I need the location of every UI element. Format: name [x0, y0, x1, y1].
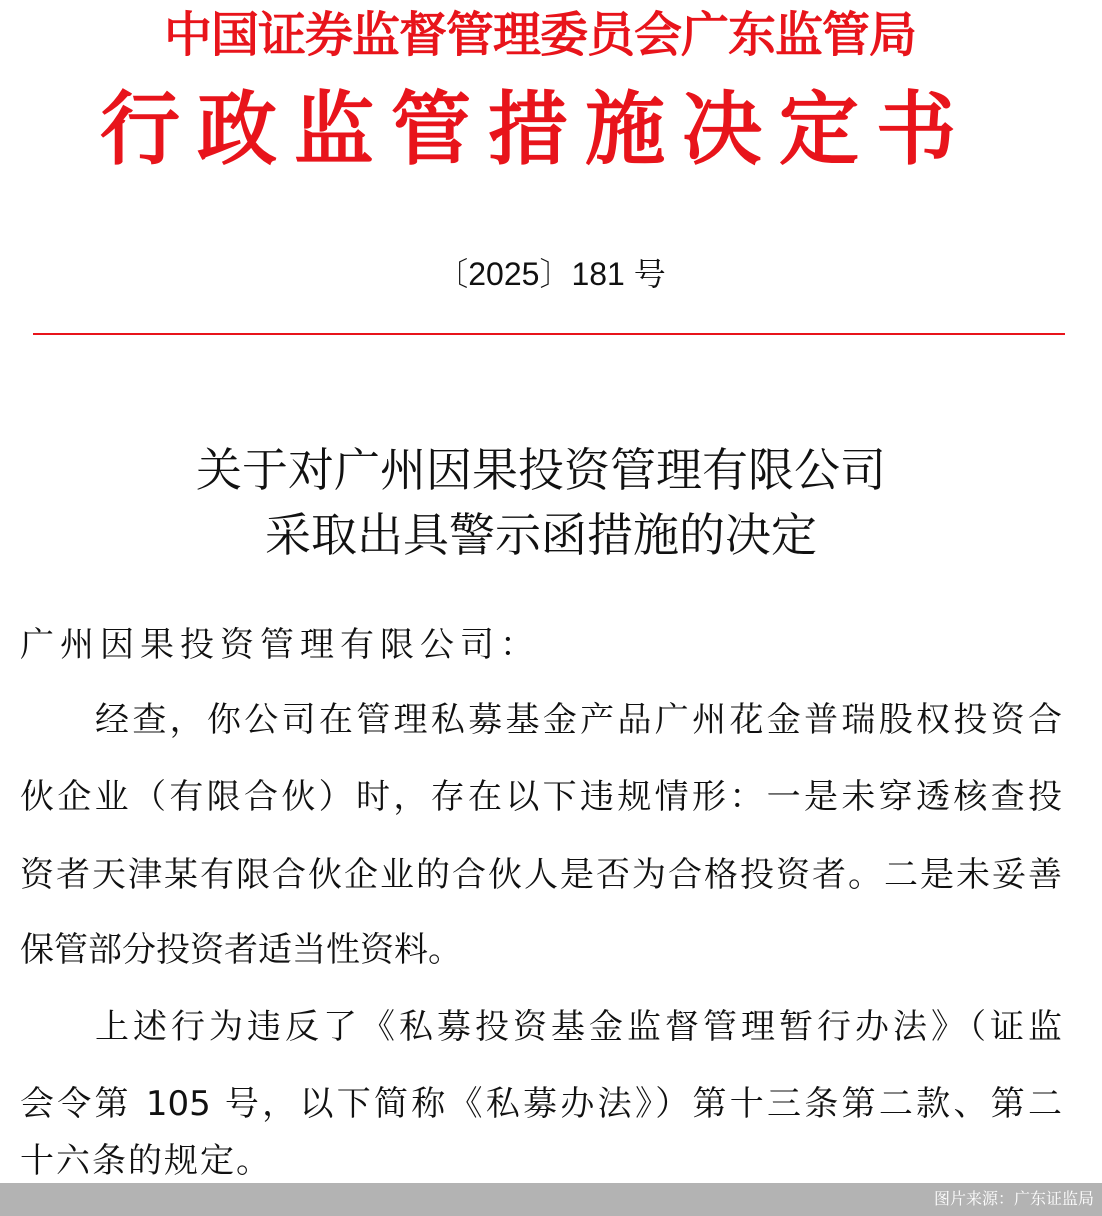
- image-source-caption: 图片来源：广东证监局: [933, 1189, 1094, 1208]
- paragraph-1-line: 保管部分投资者适当性资料。: [20, 930, 462, 970]
- paragraph-1-line: 经查，你公司在管理私募基金产品广州花金普瑞股权投资合: [95, 700, 1062, 740]
- red-divider: [33, 333, 1065, 335]
- issuing-organization: 中国证券监督管理委员会广东监管局: [163, 7, 916, 63]
- paragraph-2-line: 上述行为违反了《私募投资基金监督管理暂行办法》（证监: [95, 1007, 1062, 1047]
- paragraph-1-line: 伙企业（有限合伙）时，存在以下违规情形：一是未穿透核查投: [20, 777, 1062, 817]
- document-type-title: 行政监管措施决定书: [100, 83, 960, 176]
- document-number: 〔2025〕181 号: [436, 256, 666, 292]
- subject-title-line-2: 采取出具警示函措施的决定: [265, 508, 817, 562]
- subject-title-line-1: 关于对广州因果投资管理有限公司: [196, 443, 886, 497]
- paragraph-2-line: 会令第 105 号，以下简称《私募办法》）第十三条第二款、第二: [20, 1084, 1062, 1124]
- addressee: 广州因果投资管理有限公司：: [20, 625, 540, 665]
- paragraph-1-line: 资者天津某有限合伙企业的合伙人是否为合格投资者。二是未妥善: [20, 855, 1062, 895]
- image-source-bar: [0, 1183, 1102, 1216]
- paragraph-2-line: 十六条的规定。: [20, 1141, 272, 1181]
